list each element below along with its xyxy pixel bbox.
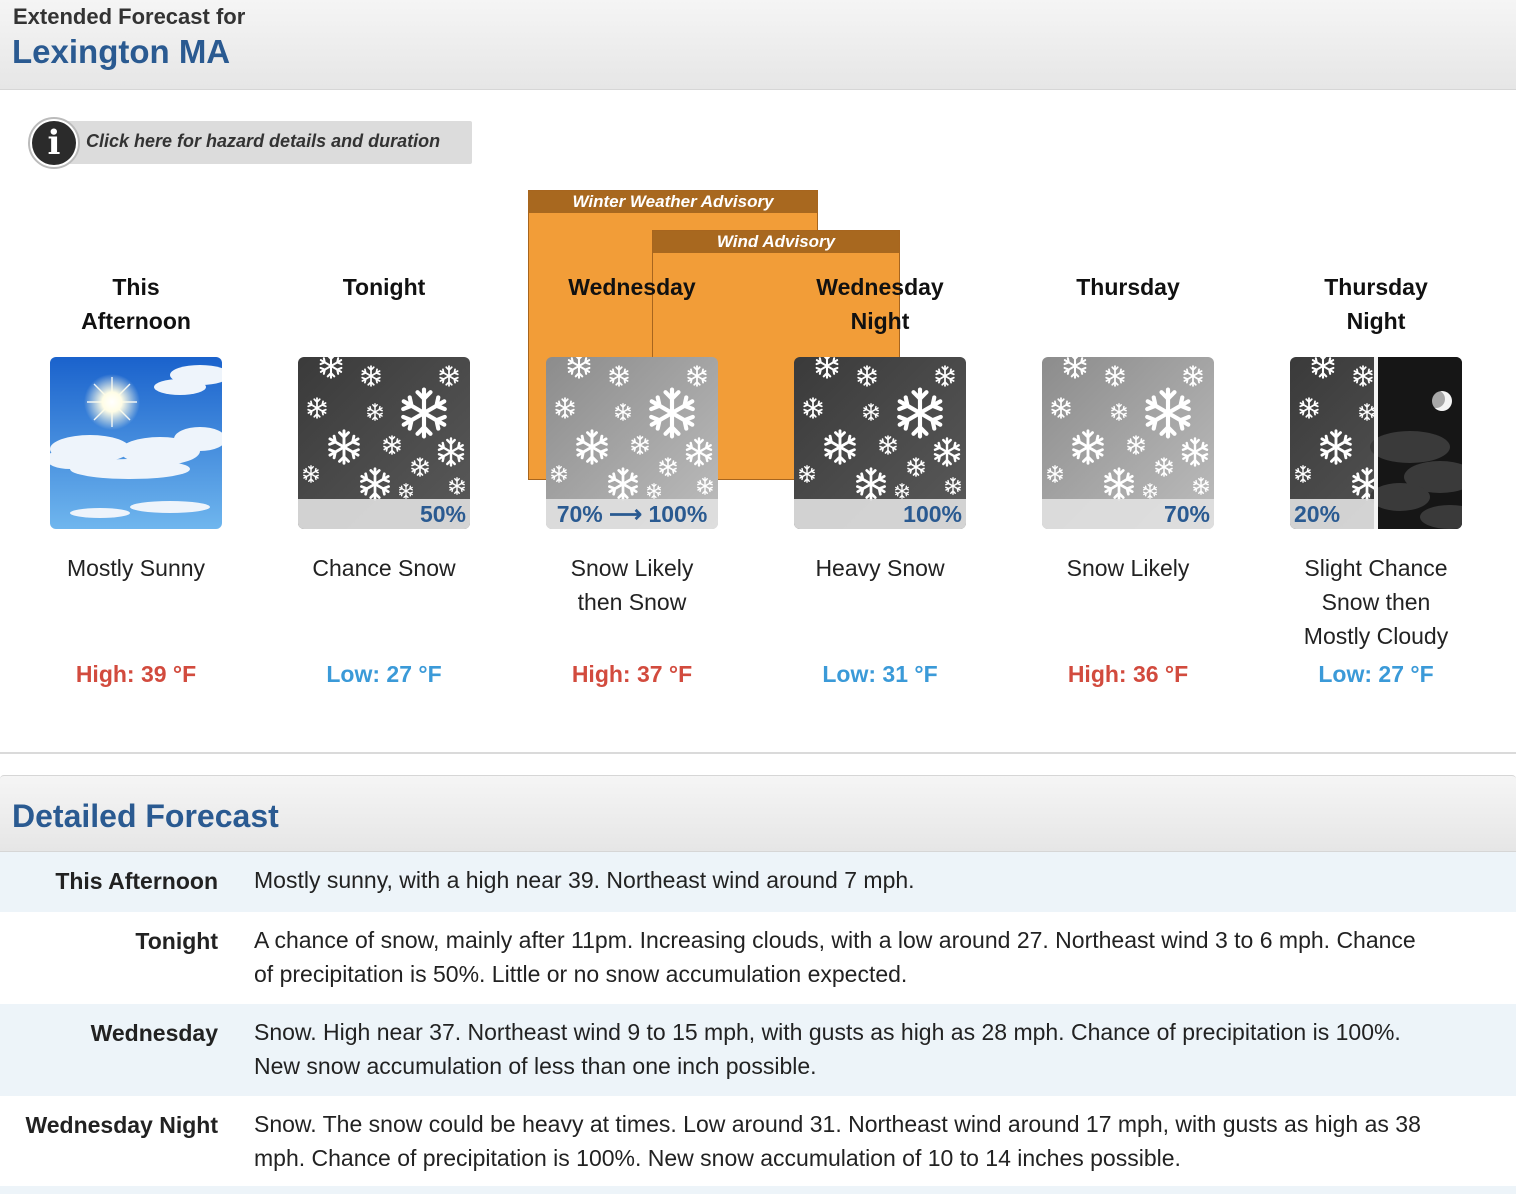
desc-line: Snow Likely — [570, 555, 694, 581]
detailed-forecast-header — [0, 775, 1516, 852]
period-thursday-night[interactable] — [1252, 270, 1500, 688]
period-name — [1252, 270, 1500, 340]
period-name-line: Thursday — [1324, 274, 1428, 300]
detail-label: Wednesday Night — [25, 1112, 218, 1138]
light-snow-icon[interactable] — [1042, 357, 1214, 529]
desc-line: Snow then — [1321, 589, 1431, 615]
desc-line: Chance Snow — [312, 555, 456, 581]
detail-label: This Afternoon — [55, 868, 218, 894]
detailed-forecast-title: Detailed Forecast — [12, 798, 279, 834]
detail-row — [0, 1096, 1516, 1186]
header-subtitle: Extended Forecast for — [13, 4, 246, 29]
detail-line: A chance of snow, mainly after 11pm. Increasing clouds, with a low around 27. Northeast wind 3 to 6 mph. Chance — [254, 927, 1416, 953]
period-name-line: Tonight — [342, 274, 426, 300]
period-name-line: Afternoon — [81, 308, 191, 334]
detail-line: mph. Chance of precipitation is 100%. New snow accumulation of 10 to 14 inches possible. — [254, 1145, 1181, 1171]
detail-text — [254, 1107, 1504, 1175]
temperature-high: High: 37 °F — [571, 661, 693, 687]
hazard-details-button[interactable] — [28, 114, 472, 170]
detail-line: of precipitation is 50%. Little or no snow accumulation expected. — [254, 961, 908, 987]
short-description — [508, 551, 756, 661]
period-name-line: This — [112, 274, 160, 300]
period-name — [756, 270, 1004, 340]
snow-icon[interactable] — [794, 357, 966, 529]
period-name-line: Night — [850, 308, 910, 334]
period-thursday[interactable] — [1004, 270, 1252, 688]
detail-line: New snow accumulation of less than one inch possible. — [254, 1053, 817, 1079]
location-title: Lexington MA — [12, 33, 231, 70]
detail-line: Mostly sunny, with a high near 39. Northeast wind around 7 mph. — [254, 867, 915, 893]
period-name-line: Night — [1346, 308, 1406, 334]
temperature-low: Low: 31 °F — [822, 661, 938, 687]
winter-weather-advisory-label[interactable]: Winter Weather Advisory — [529, 191, 817, 213]
short-description — [756, 551, 1004, 661]
section-divider — [0, 752, 1516, 754]
detail-label: Tonight — [135, 928, 218, 954]
temperature-high: High: 39 °F — [75, 661, 197, 687]
precip-chance: 70% — [1042, 499, 1214, 529]
period-name — [1004, 270, 1252, 340]
period-wednesday-night[interactable] — [756, 270, 1004, 688]
wind-advisory-label[interactable]: Wind Advisory — [653, 231, 899, 253]
light-snow-icon[interactable] — [546, 357, 718, 529]
detail-line: Snow. The snow could be heavy at times. Low around 31. Northeast wind around 17 mph, with gusts as high as 38 — [254, 1111, 1421, 1137]
detail-row — [0, 852, 1516, 912]
forecast-header — [0, 0, 1516, 90]
detail-line: Snow. High near 37. Northeast wind 9 to 15 mph, with gusts as high as 28 mph. Chance of precipitation is 100%. — [254, 1019, 1401, 1045]
detail-label: Wednesday — [90, 1020, 218, 1046]
temperature-low: Low: 27 °F — [326, 661, 442, 687]
short-description — [12, 551, 260, 661]
short-description — [260, 551, 508, 661]
precip-chance: 70% ⟶ 100% — [546, 499, 718, 529]
desc-line: Mostly Cloudy — [1303, 623, 1449, 649]
period-name-line: Wednesday — [568, 274, 696, 300]
period-name-line: Thursday — [1076, 274, 1180, 300]
short-description — [1004, 551, 1252, 661]
period-tonight[interactable] — [260, 270, 508, 688]
desc-line: Mostly Sunny — [66, 555, 206, 581]
info-icon: i — [28, 117, 80, 169]
precip-chance: 100% — [794, 499, 966, 529]
period-this-afternoon[interactable] — [12, 270, 260, 688]
period-name — [260, 270, 508, 340]
temperature-high: High: 36 °F — [1067, 661, 1189, 687]
temperature-low: Low: 27 °F — [1318, 661, 1434, 687]
precip-chance: 50% — [298, 499, 470, 529]
detail-text — [254, 923, 1504, 991]
period-wednesday[interactable] — [508, 270, 756, 688]
period-name — [508, 270, 756, 340]
desc-line: Snow Likely — [1066, 555, 1190, 581]
snow-night-cloudy-icon[interactable] — [1290, 357, 1462, 529]
detail-row — [0, 1004, 1516, 1096]
snow-icon[interactable] — [298, 357, 470, 529]
desc-line: Slight Chance — [1304, 555, 1448, 581]
detail-text — [254, 863, 1504, 897]
precip-chance: 20% — [1290, 499, 1374, 529]
detail-text — [254, 1015, 1504, 1083]
detail-row — [0, 1186, 1516, 1194]
period-name-line: Wednesday — [816, 274, 944, 300]
sunny-icon[interactable] — [50, 357, 222, 529]
short-description — [1252, 551, 1500, 661]
detail-row — [0, 912, 1516, 1004]
period-name — [12, 270, 260, 340]
desc-line: Heavy Snow — [815, 555, 945, 581]
desc-line: then Snow — [577, 589, 687, 615]
hazard-details-link[interactable]: Click here for hazard details and duration — [86, 131, 441, 151]
